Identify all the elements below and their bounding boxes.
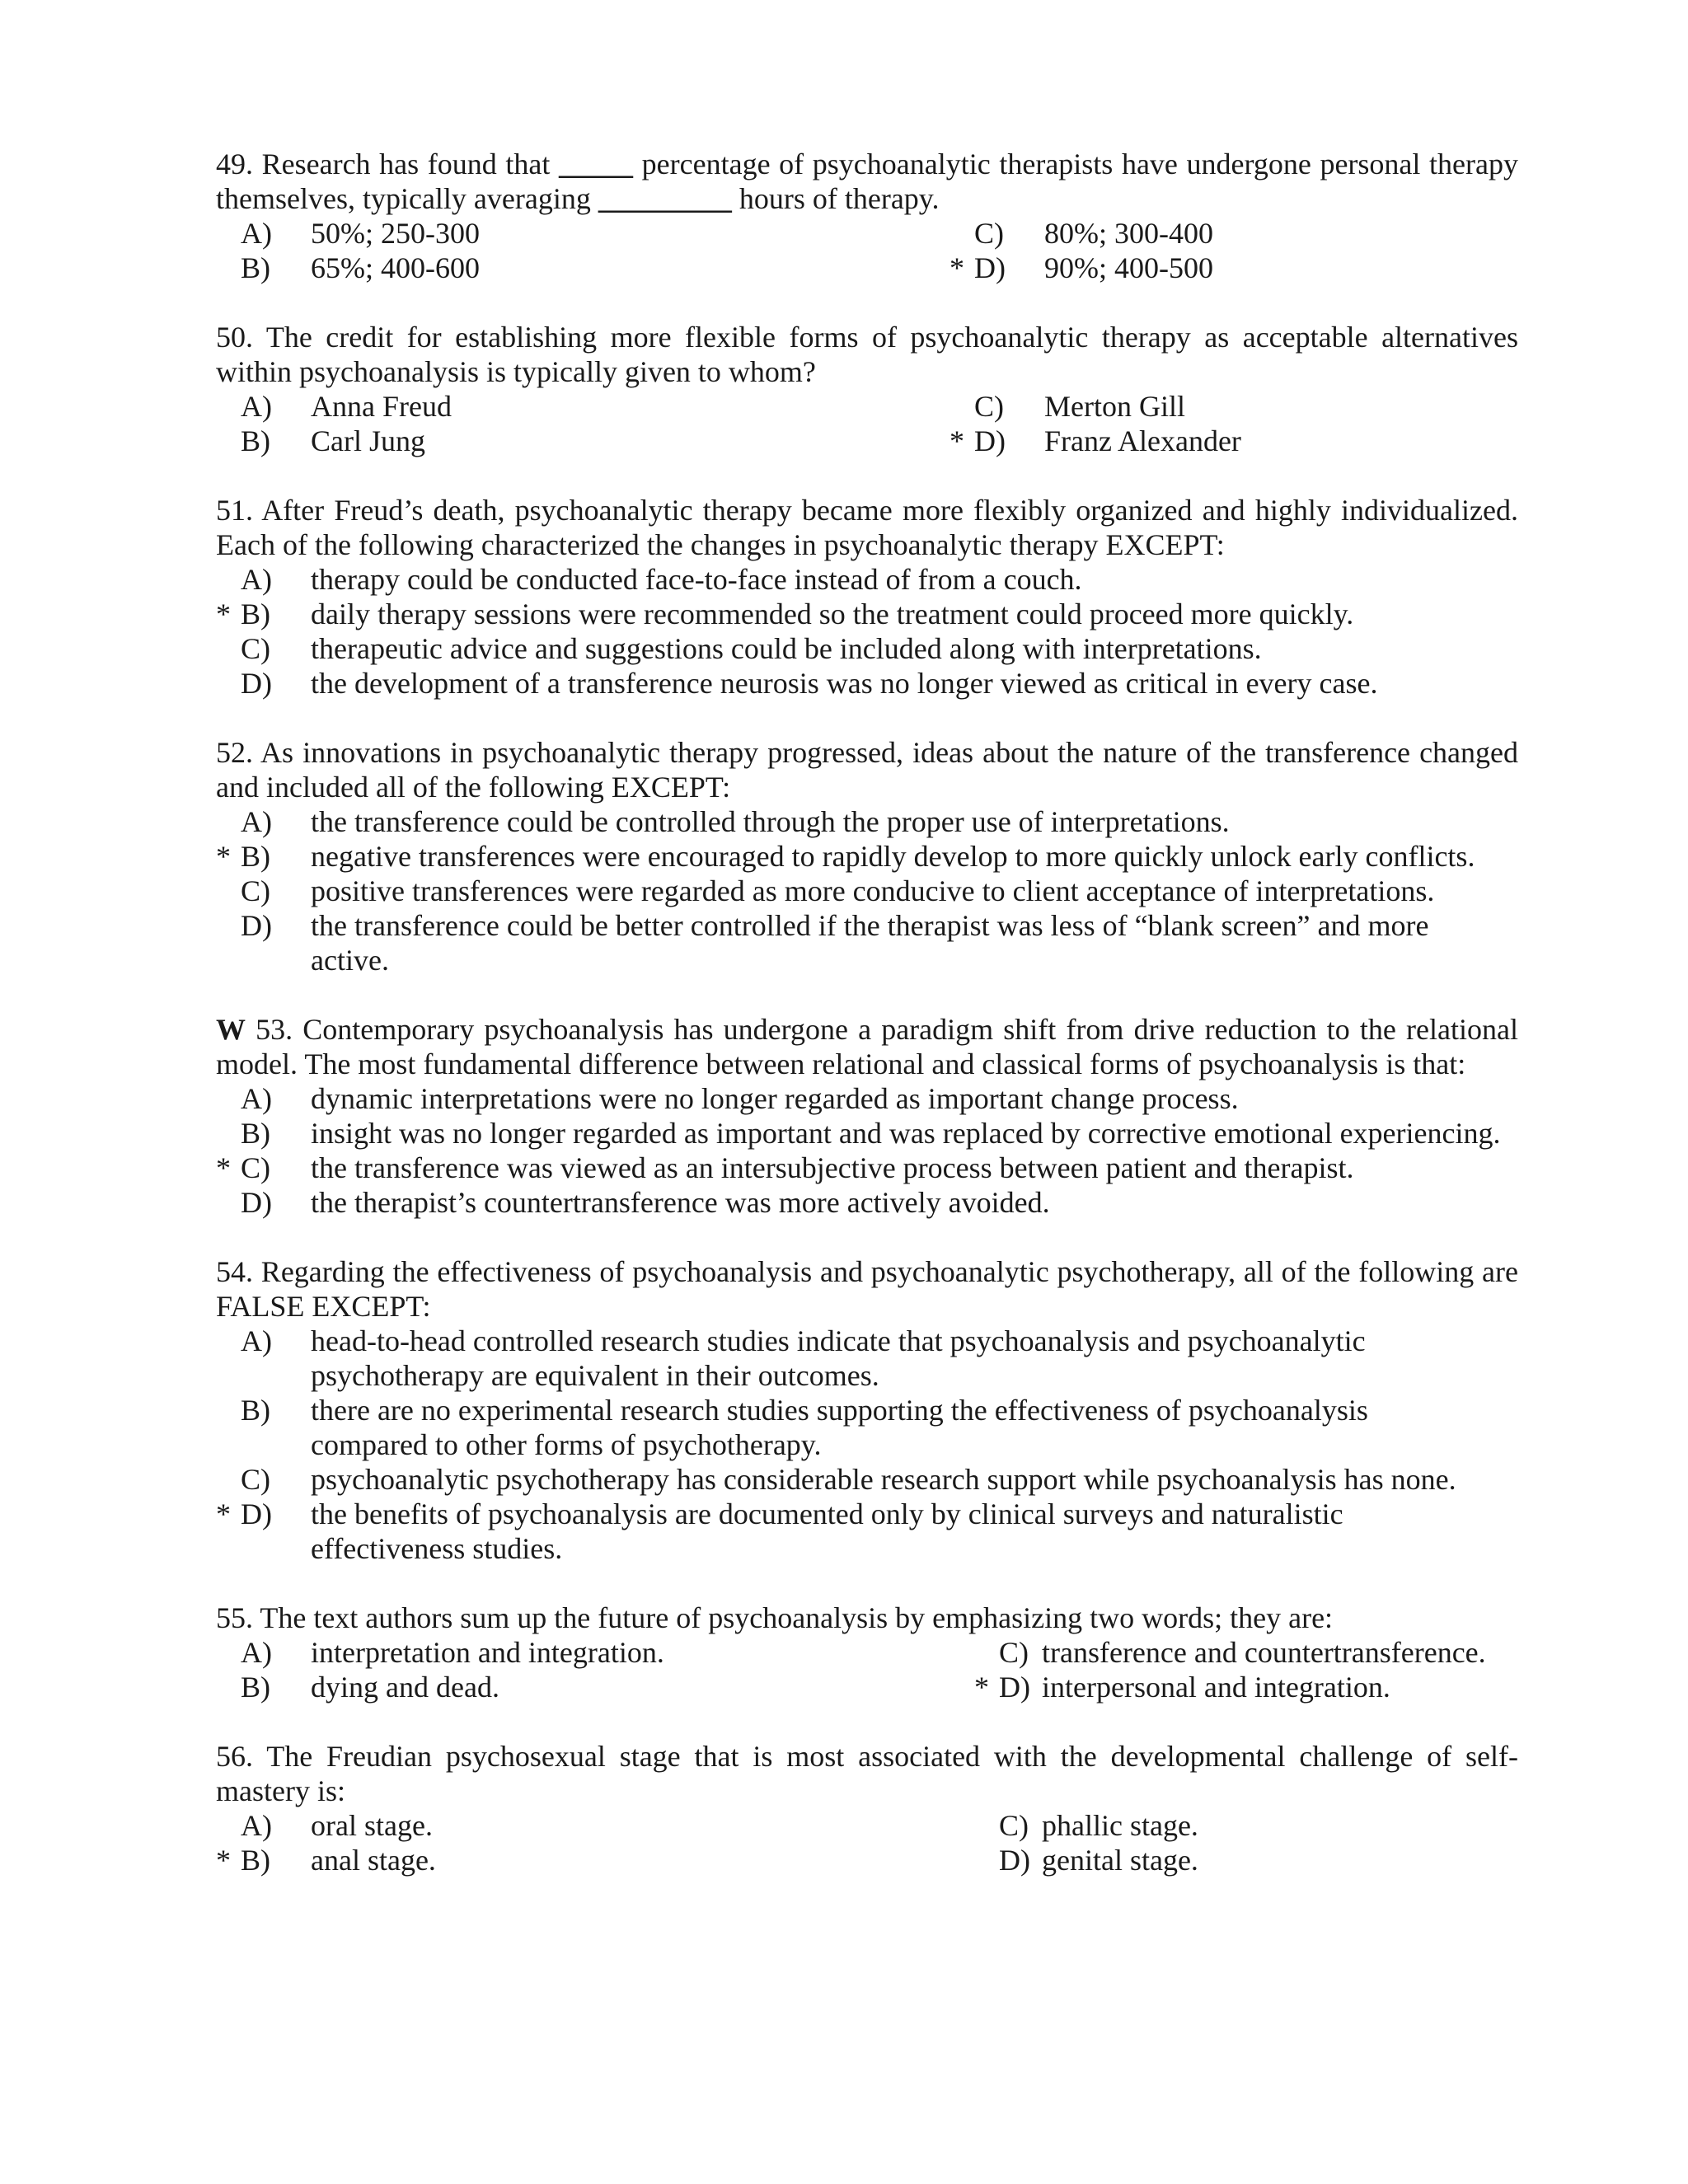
stem-text: 50. The credit for establishing more flexible forms of psychoanalytic therapy as acceptable alternatives within psychoanalysis is typically given to whom? <box>216 321 1518 388</box>
option-text: the benefits of psychoanalysis are documented only by clinical surveys and naturalistic effectiveness studies. <box>311 1497 1343 1565</box>
correct-answer-marker: * <box>950 424 964 457</box>
option-text: there are no experimental research studies supporting the effectiveness of psychoanalysis compared to other forms of psychotherapy. <box>311 1394 1368 1461</box>
question-stem <box>216 1012 1518 1081</box>
answer-options <box>216 804 1518 977</box>
option-label: A) <box>241 1082 272 1115</box>
correct-answer-marker <box>216 666 241 701</box>
stem-text: 55. The text authors sum up the future of psychoanalysis by emphasizing two words; they are: <box>216 1601 1334 1634</box>
stem-text: 56. The Freudian psychosexual stage that is most associated with the developmental challenge of self-mastery is: <box>216 1740 1518 1807</box>
option-text: 90%; 400-500 <box>1044 251 1213 284</box>
option-label: D) <box>241 667 272 700</box>
question-stem <box>216 320 1518 389</box>
correct-answer-marker <box>216 874 241 908</box>
answer-option <box>950 424 1518 458</box>
option-label: A) <box>241 1636 272 1669</box>
answer-option <box>216 666 1518 701</box>
correct-answer-marker <box>216 631 241 666</box>
correct-answer-marker <box>216 804 241 839</box>
option-text: genital stage. <box>1042 1844 1198 1877</box>
answer-option <box>216 1116 1518 1151</box>
option-text: the transference was viewed as an intersubjective process between patient and therapist. <box>311 1151 1354 1184</box>
option-label: D) <box>974 251 1006 284</box>
correct-answer-marker <box>216 908 241 977</box>
option-text: Carl Jung <box>311 424 425 457</box>
correct-answer-marker <box>216 1670 241 1704</box>
correct-answer-marker <box>216 389 241 424</box>
stem-text: percentage of psychoanalytic therapists have undergone personal therapy themselves, typically averaging <box>216 148 1518 215</box>
stem-text: hours of therapy. <box>731 182 940 215</box>
option-label: B) <box>241 840 270 873</box>
correct-answer-marker <box>950 389 974 424</box>
correct-answer-marker: * <box>974 1671 989 1704</box>
correct-answer-marker: * <box>950 251 964 284</box>
answer-option <box>216 1185 1518 1220</box>
correct-answer-marker <box>216 1185 241 1220</box>
answer-option <box>216 1393 1518 1462</box>
stem-text: 52. As innovations in psychoanalytic therapy progressed, ideas about the nature of the transference changed and included all of the following EXCEPT: <box>216 736 1518 804</box>
question-stem <box>216 1739 1518 1808</box>
answer-option <box>216 251 974 285</box>
answer-options <box>216 389 1518 458</box>
answer-option <box>974 1843 1518 1877</box>
option-text: dying and dead. <box>311 1671 499 1704</box>
correct-answer-marker <box>950 216 974 251</box>
answer-options <box>216 216 1518 285</box>
question-marker: W <box>216 1013 246 1046</box>
exam-page <box>216 147 1518 1877</box>
correct-answer-marker <box>974 1843 999 1877</box>
answer-option <box>216 839 1518 874</box>
question-50 <box>216 320 1518 458</box>
answer-option <box>950 251 1518 285</box>
option-text: daily therapy sessions were recommended so the treatment could proceed more quickly. <box>311 598 1354 630</box>
option-label: C) <box>241 1463 270 1496</box>
question-51 <box>216 493 1518 701</box>
stem-text: 49. Research has found that <box>216 148 560 180</box>
correct-answer-marker <box>216 1393 241 1462</box>
option-label: C) <box>974 390 1004 423</box>
question-stem <box>216 493 1518 562</box>
option-label: A) <box>241 390 272 423</box>
option-label: B) <box>241 1671 270 1704</box>
answer-blank: _________ <box>598 182 732 215</box>
correct-answer-marker <box>216 1635 241 1670</box>
option-label: C) <box>974 217 1004 250</box>
question-55 <box>216 1601 1518 1704</box>
answer-option <box>216 597 1518 631</box>
answer-option <box>974 1635 1518 1670</box>
answer-option <box>974 1808 1518 1843</box>
question-stem <box>216 1601 1518 1635</box>
option-text: head-to-head controlled research studies indicate that psychoanalysis and psychoanalytic psychotherapy are equivalent in their outcomes. <box>311 1324 1366 1392</box>
option-label: D) <box>241 1497 272 1530</box>
correct-answer-marker: * <box>216 1844 231 1877</box>
question-49 <box>216 147 1518 285</box>
answer-option <box>216 804 1518 839</box>
question-spacer <box>216 1220 1518 1254</box>
option-text: the therapist’s countertransference was more actively avoided. <box>311 1186 1050 1219</box>
answer-options <box>216 1808 1518 1877</box>
correct-answer-marker: * <box>216 840 231 873</box>
correct-answer-marker <box>216 251 241 285</box>
option-label: D) <box>974 424 1006 457</box>
answer-option <box>216 389 974 424</box>
correct-answer-marker <box>974 1808 999 1843</box>
correct-answer-marker <box>216 1324 241 1393</box>
option-text: insight was no longer regarded as important and was replaced by corrective emotional experiencing. <box>311 1117 1501 1150</box>
answer-option <box>216 1324 1518 1393</box>
correct-answer-marker <box>216 424 241 458</box>
option-text: the transference could be better controlled if the therapist was less of “blank screen” and more active. <box>311 909 1429 977</box>
question-spacer <box>216 1704 1518 1739</box>
option-text: transference and countertransference. <box>1042 1636 1486 1669</box>
option-text: anal stage. <box>311 1844 436 1877</box>
correct-answer-marker <box>974 1635 999 1670</box>
correct-answer-marker <box>216 1808 241 1843</box>
answer-option <box>216 1081 1518 1116</box>
option-label: B) <box>241 424 270 457</box>
answer-option <box>216 1151 1518 1185</box>
option-text: oral stage. <box>311 1809 433 1842</box>
option-text: therapeutic advice and suggestions could be included along with interpretations. <box>311 632 1262 665</box>
option-text: phallic stage. <box>1042 1809 1198 1842</box>
question-52 <box>216 735 1518 977</box>
answer-options <box>216 1635 1518 1704</box>
option-text: negative transferences were encouraged to rapidly develop to more quickly unlock early conflicts. <box>311 840 1475 873</box>
answer-option <box>216 216 974 251</box>
answer-options <box>216 1324 1518 1566</box>
correct-answer-marker: * <box>216 1151 231 1184</box>
option-label: B) <box>241 1844 270 1877</box>
option-label: D) <box>999 1844 1030 1877</box>
correct-answer-marker <box>216 1462 241 1497</box>
option-label: C) <box>241 632 270 665</box>
option-label: C) <box>241 874 270 907</box>
option-text: the transference could be controlled through the proper use of interpretations. <box>311 805 1230 838</box>
option-label: C) <box>999 1636 1029 1669</box>
option-label: A) <box>241 1324 272 1357</box>
option-text: psychoanalytic psychotherapy has considerable research support while psychoanalysis has none. <box>311 1463 1456 1496</box>
answer-option <box>216 562 1518 597</box>
option-text: dynamic interpretations were no longer regarded as important change process. <box>311 1082 1239 1115</box>
option-text: interpersonal and integration. <box>1042 1671 1390 1704</box>
option-label: A) <box>241 217 272 250</box>
answer-option <box>216 424 974 458</box>
correct-answer-marker <box>216 216 241 251</box>
answer-option <box>216 1635 974 1670</box>
question-spacer <box>216 285 1518 320</box>
answer-option <box>216 1843 974 1877</box>
option-label: B) <box>241 1394 270 1427</box>
option-text: Franz Alexander <box>1044 424 1241 457</box>
option-label: D) <box>999 1671 1030 1704</box>
option-text: therapy could be conducted face-to-face instead of from a couch. <box>311 563 1082 596</box>
option-label: A) <box>241 1809 272 1842</box>
option-label: A) <box>241 563 272 596</box>
option-text: Merton Gill <box>1044 390 1185 423</box>
option-label: C) <box>241 1151 270 1184</box>
stem-text: 51. After Freud’s death, psychoanalytic therapy became more flexibly organized and highly individualized. Each of the following characterized the changes in psychoanalytic therapy EXCEPT: <box>216 494 1518 561</box>
question-spacer <box>216 701 1518 735</box>
stem-text: 53. Contemporary psychoanalysis has undergone a paradigm shift from drive reduction to the relational model. The most fundamental difference between relational and classical forms of psychoanalysis is that: <box>216 1013 1518 1080</box>
answer-option <box>216 908 1518 977</box>
correct-answer-marker: * <box>216 1497 231 1530</box>
answer-option <box>950 216 1518 251</box>
answer-option <box>974 1670 1518 1704</box>
question-stem <box>216 1254 1518 1324</box>
answer-blank: _____ <box>559 148 634 180</box>
question-54 <box>216 1254 1518 1566</box>
question-spacer <box>216 977 1518 1012</box>
option-text: 50%; 250-300 <box>311 217 480 250</box>
option-label: D) <box>241 909 272 942</box>
answer-option <box>216 1808 974 1843</box>
correct-answer-marker <box>216 562 241 597</box>
option-label: B) <box>241 598 270 630</box>
option-label: C) <box>999 1809 1029 1842</box>
option-text: interpretation and integration. <box>311 1636 664 1669</box>
question-spacer <box>216 1566 1518 1601</box>
answer-options <box>216 1081 1518 1220</box>
stem-text: 54. Regarding the effectiveness of psychoanalysis and psychoanalytic psychotherapy, all of the following are FALSE EXCEPT: <box>216 1255 1518 1323</box>
answer-option <box>216 1670 974 1704</box>
option-text: 65%; 400-600 <box>311 251 480 284</box>
question-stem <box>216 735 1518 804</box>
option-label: B) <box>241 1117 270 1150</box>
answer-option <box>216 1497 1518 1566</box>
answer-option <box>216 874 1518 908</box>
option-text: the development of a transference neurosis was no longer viewed as critical in every case. <box>311 667 1378 700</box>
answer-option <box>950 389 1518 424</box>
answer-options <box>216 562 1518 701</box>
question-stem <box>216 147 1518 216</box>
answer-option <box>216 1462 1518 1497</box>
option-label: A) <box>241 805 272 838</box>
correct-answer-marker: * <box>216 598 231 630</box>
option-label: B) <box>241 251 270 284</box>
correct-answer-marker <box>216 1116 241 1151</box>
option-label: D) <box>241 1186 272 1219</box>
option-text: Anna Freud <box>311 390 452 423</box>
option-text: positive transferences were regarded as more conducive to client acceptance of interpretations. <box>311 874 1435 907</box>
question-53 <box>216 1012 1518 1220</box>
question-spacer <box>216 458 1518 493</box>
question-56 <box>216 1739 1518 1877</box>
correct-answer-marker <box>216 1081 241 1116</box>
option-text: 80%; 300-400 <box>1044 217 1213 250</box>
answer-option <box>216 631 1518 666</box>
